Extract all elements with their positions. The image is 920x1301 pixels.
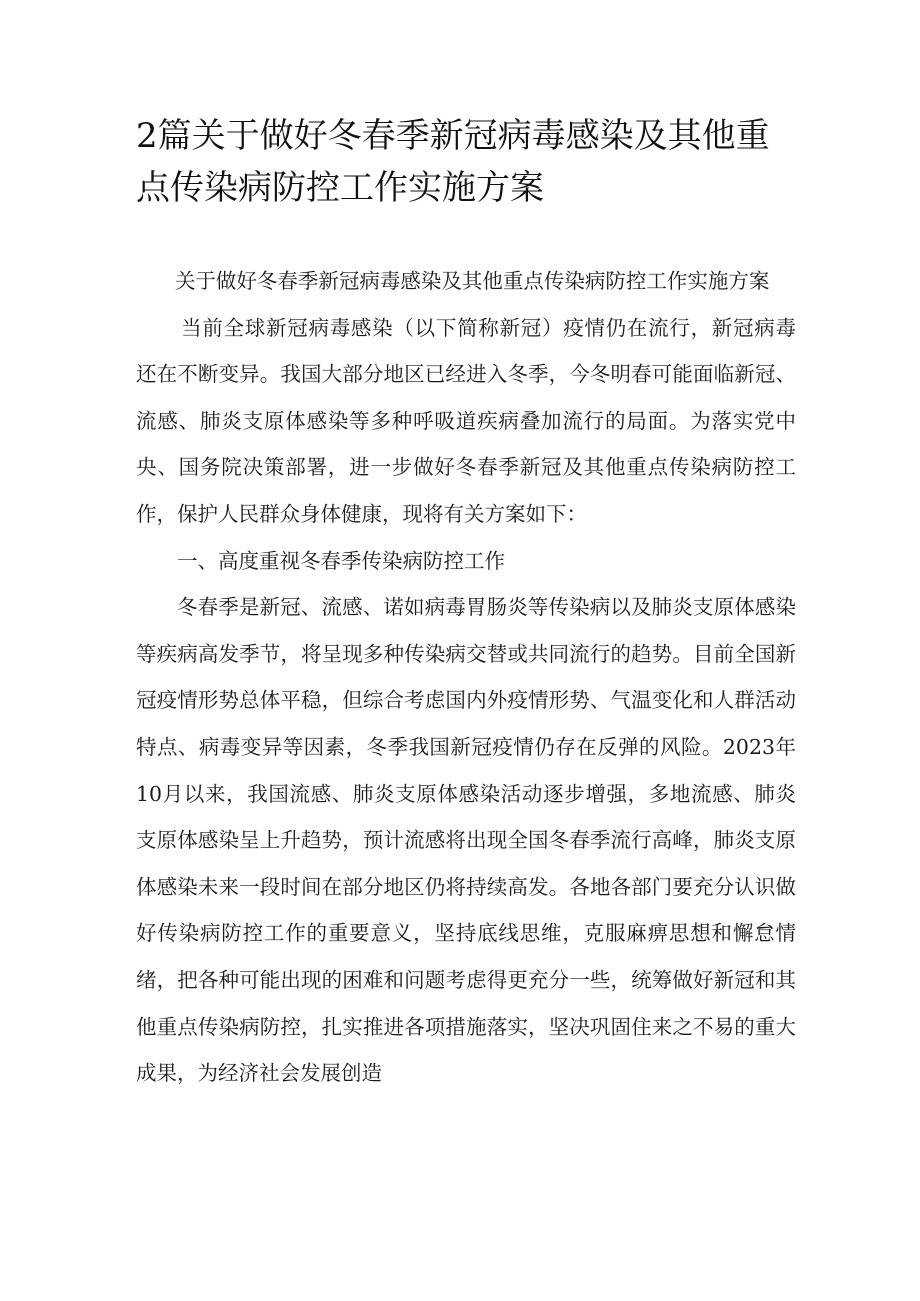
document-title: 2篇关于做好冬春季新冠病毒感染及其他重点传染病防控工作实施方案 [136,116,770,208]
paragraph-intro: 当前全球新冠病毒感染（以下简称新冠）疫情仍在流行，新冠病毒还在不断变异。我国大部分地区已经进入冬季，今冬明春可能面临新冠、流感、肺炎支原体感染等多种呼吸道疾病叠加流行的局面。为落实党中央、国务院决策部署，进一步做好冬春季新冠及其他重点传染病防控工作，保护人民群众身体健康，现将有关方案如下： [136,315,796,526]
paragraph-section-1: 冬春季是新冠、流感、诺如病毒胃肠炎等传染病以及肺炎支原体感染等疾病高发季节，将呈现多种传染病交替或共同流行的趋势。目前全国新冠疫情形势总体平稳，但综合考虑国内外疫情形势、气温变化和人群活动特点、病毒变异等因素，冬季我国新冠疫情仍存在反弹的风险。2023年10月以来，我国流感、肺炎支原体感染活动逐步增强，多地流感、肺炎支原体感染呈上升趋势，预计流感将出现全国冬春季流行高峰，肺炎支原体感染未来一段时间在部分地区仍将持续高发。各地各部门要充分认识做好传染病防控工作的重要意义，坚持底线思维，克服麻痹思想和懈怠情绪，把各种可能出现的困难和问题考虑得更充分一些，统筹做好新冠和其他重点传染病防控，扎实推进各项措施落实，坚决巩固住来之不易的重大成果，为经济社会发展创造 [136,595,796,1086]
document-body [136,258,796,1097]
document-subtitle: 关于做好冬春季新冠病毒感染及其他重点传染病防控工作实施方案 [174,269,770,293]
section-heading: 一、高度重视冬春季传染病防控工作 [177,548,505,573]
